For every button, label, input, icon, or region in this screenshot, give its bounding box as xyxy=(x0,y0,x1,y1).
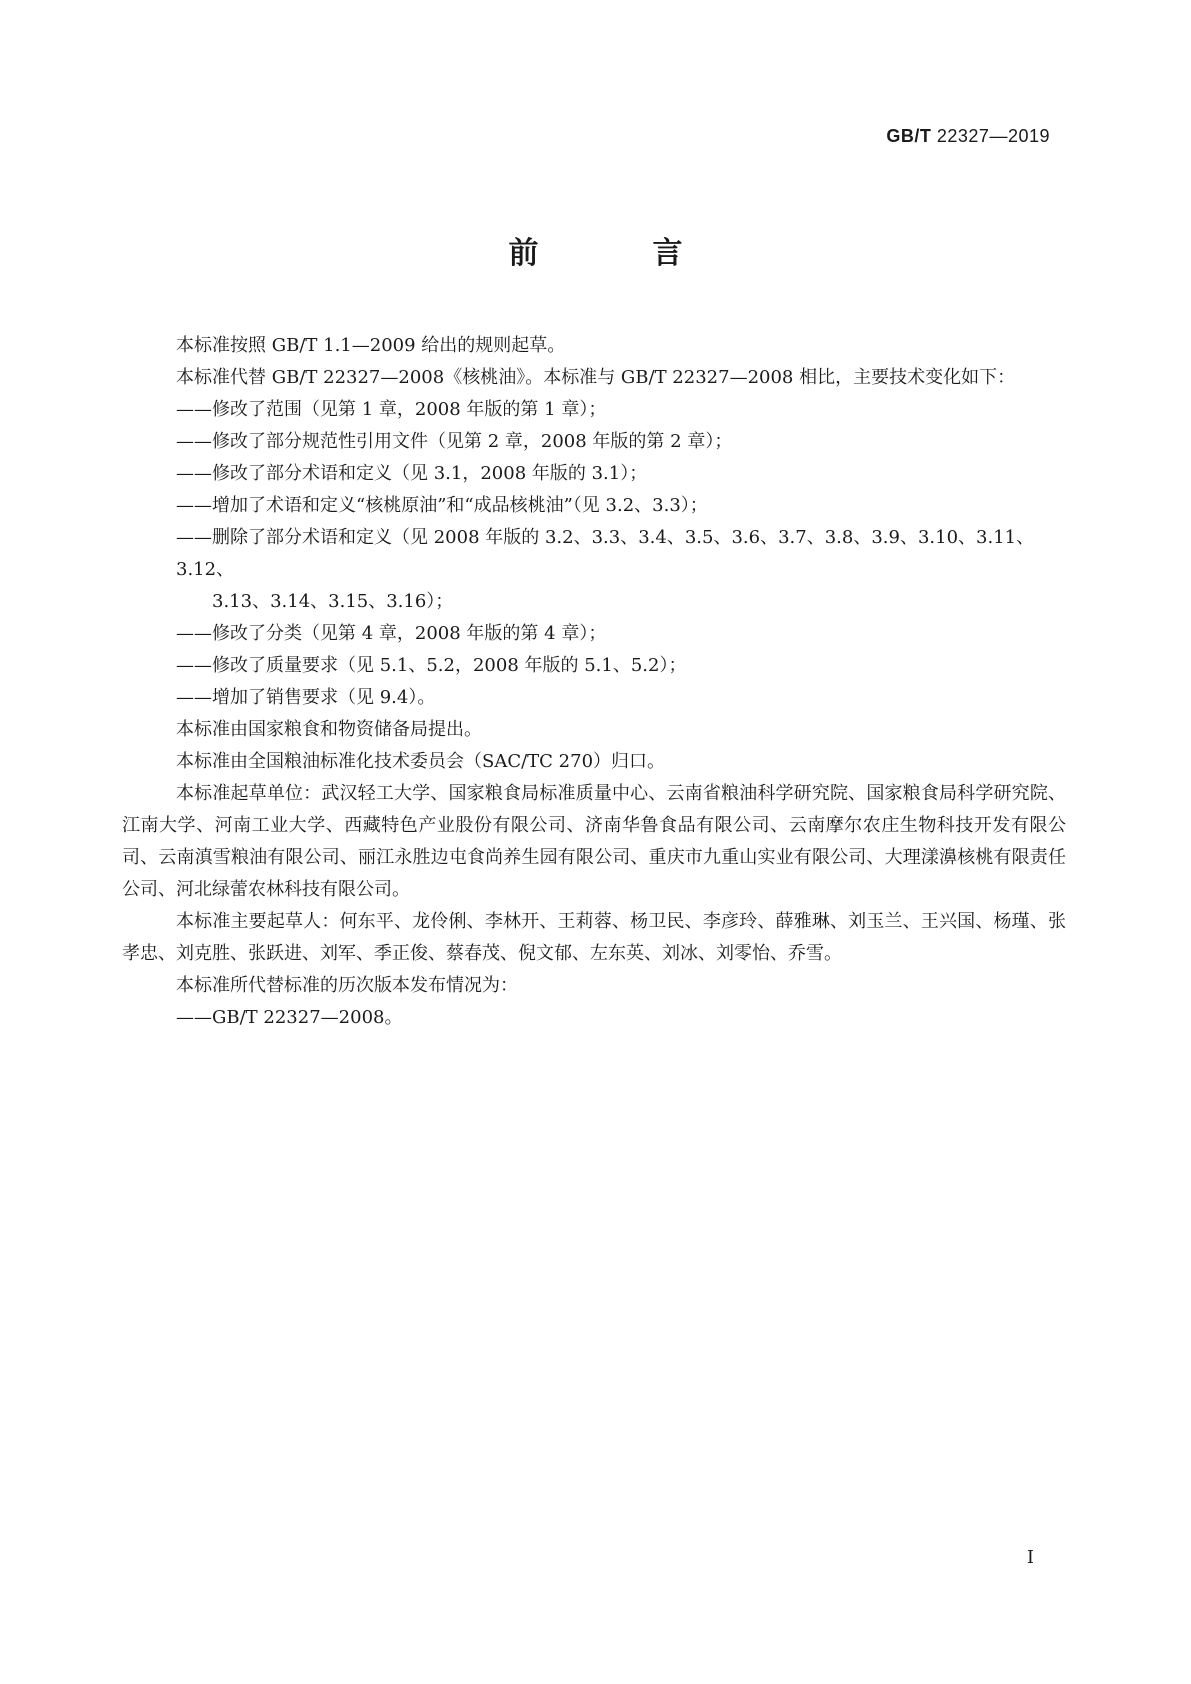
change-item: ——修改了范围（见第 1 章，2008 年版的第 1 章）； xyxy=(176,399,607,420)
paragraph-drafting-rules: 本标准按照 GB/T 1.1—2009 给出的规则起草。 xyxy=(176,335,566,356)
change-item-line2: 3.13、3.14、3.15、3.16）； xyxy=(212,591,454,612)
page-number: I xyxy=(1026,1547,1034,1568)
paragraph-proposer: 本标准由国家粮食和物资储备局提出。 xyxy=(176,719,482,740)
page-title: 前 言 xyxy=(508,236,725,271)
paragraph-drafting-units: 本标准起草单位：武汉轻工大学、国家粮食局标准质量中心、云南省粮油科学研究院、国家粮食局科学研究院、江南大学、河南工业大学、西藏特色产业股份有限公司、济南华鲁食品有限公司、云南摩尔农庄生物科技开发有限公司、云南滇雪粮油有限公司、丽江永胜边屯食尚养生园有限公司、重庆市九重山实业有限公司、大理漾濞核桃有限责任公司、河北绿蕾农林科技有限公司。 xyxy=(122,783,1066,900)
change-item-line1: ——删除了部分术语和定义（见 2008 年版的 3.2、3.3、3.4、3.5、3.6、3.7、3.8、3.9、3.10、3.11、3.12、 xyxy=(176,527,1035,580)
change-item: ——修改了部分术语和定义（见 3.1，2008 年版的 3.1）； xyxy=(176,463,648,484)
paragraph-replacement: 本标准代替 GB/T 22327—2008《核桃油》。本标准与 GB/T 22327—2008 相比，主要技术变化如下： xyxy=(176,367,1016,388)
change-item: ——增加了术语和定义“核桃原油”和“成品核桃油”（见 3.2、3.3）； xyxy=(176,495,708,516)
paragraph-administrator: 本标准由全国粮油标准化技术委员会（SAC/TC 270）归口。 xyxy=(176,751,666,772)
history-item: ——GB/T 22327—2008。 xyxy=(176,1007,403,1028)
standard-number: 22327—2019 xyxy=(936,126,1050,146)
foreword-body xyxy=(122,330,1066,1034)
change-item: ——修改了分类（见第 4 章，2008 年版的第 4 章）； xyxy=(176,623,607,644)
change-item-multiline xyxy=(122,522,1066,618)
paragraph-history-intro: 本标准所代替标准的历次版本发布情况为： xyxy=(176,975,518,996)
standard-prefix: GB/T xyxy=(886,126,932,146)
change-item: ——修改了质量要求（见 5.1、5.2，2008 年版的 5.1、5.2）； xyxy=(176,655,687,676)
paragraph-drafters: 本标准主要起草人：何东平、龙伶俐、李林开、王莉蓉、杨卫民、李彦玲、薛雅琳、刘玉兰、王兴国、杨瑾、张孝忠、刘克胜、张跃进、刘军、季正俊、蔡春茂、倪文郁、左东英、刘冰、刘零怡、乔雪。 xyxy=(122,911,1066,964)
change-item: ——增加了销售要求（见 9.4）。 xyxy=(176,687,436,708)
standard-code xyxy=(886,126,1050,147)
change-item: ——修改了部分规范性引用文件（见第 2 章，2008 年版的第 2 章）； xyxy=(176,431,733,452)
